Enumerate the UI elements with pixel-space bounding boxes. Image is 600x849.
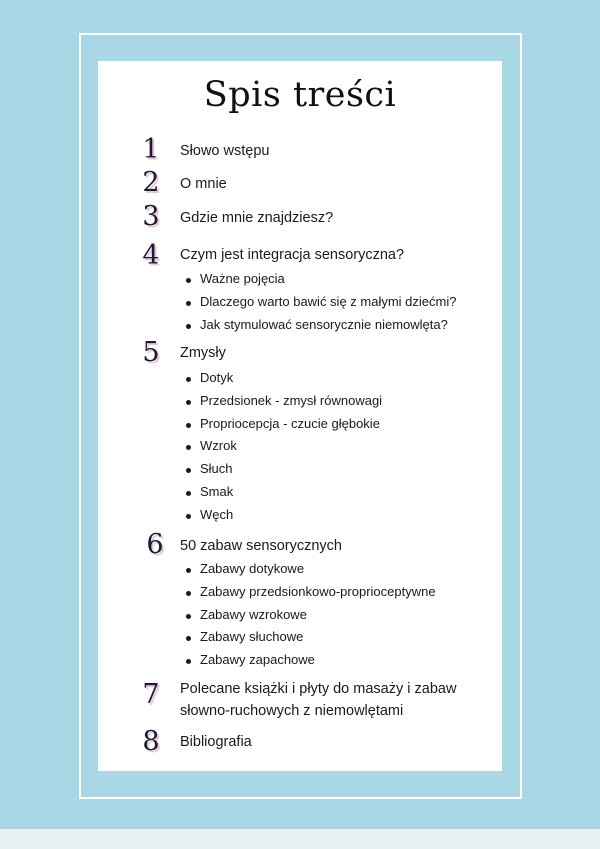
- subsection-list: [184, 367, 492, 527]
- list-item: Wzrok: [184, 435, 492, 458]
- list-item: Zabawy słuchowe: [184, 626, 492, 649]
- bullet-icon: [186, 301, 191, 306]
- bullet-icon: [186, 614, 191, 619]
- list-item: Zabawy zapachowe: [184, 649, 492, 672]
- list-item: Dlaczego warto bawić się z małymi dziećmi?: [184, 291, 492, 314]
- bullet-icon: [186, 636, 191, 641]
- bullet-icon: [186, 514, 191, 519]
- section-number: 7: [142, 679, 160, 710]
- list-item: Zabawy przedsionkowo-proprioceptywne: [184, 581, 492, 604]
- list-item: Zabawy wzrokowe: [184, 604, 492, 627]
- list-item: Przedsionek - zmysł równowagi: [184, 390, 492, 413]
- bullet-icon: [186, 324, 191, 329]
- bullet-icon: [186, 445, 191, 450]
- section-label: O mnie: [180, 176, 227, 192]
- section-number: 2: [142, 167, 160, 198]
- bottom-strip: [0, 829, 600, 849]
- list-item: Dotyk: [184, 367, 492, 390]
- bullet-icon: [186, 278, 191, 283]
- list-item: Słuch: [184, 458, 492, 481]
- section-number: 4: [142, 240, 160, 271]
- bullet-icon: [186, 491, 191, 496]
- section-label-line-2: słowno-ruchowych z niemowlętami: [180, 703, 404, 719]
- page-title: Spis treści: [203, 75, 397, 115]
- bullet-icon: [186, 423, 191, 428]
- section-label: Czym jest integracja sensoryczna?: [180, 247, 405, 263]
- list-item: Ważne pojęcia: [184, 268, 492, 291]
- section-number: 5: [142, 337, 160, 368]
- bullet-icon: [186, 468, 191, 473]
- section-number: 6: [146, 529, 164, 560]
- bullet-icon: [186, 568, 191, 573]
- section-number: 3: [142, 201, 160, 232]
- section-label-line-1: Polecane książki i płyty do masaży i zabaw: [180, 681, 457, 697]
- bullet-icon: [186, 377, 191, 382]
- section-label: 50 zabaw sensorycznych: [180, 538, 342, 554]
- list-item: Propriocepcja - czucie głębokie: [184, 413, 492, 436]
- bullet-icon: [186, 659, 191, 664]
- subsection-list: [184, 558, 492, 672]
- subsection-list: [184, 268, 492, 336]
- section-number: 1: [142, 134, 160, 165]
- section-label: Bibliografia: [180, 734, 252, 750]
- list-item: Węch: [184, 504, 492, 527]
- section-label: Słowo wstępu: [180, 143, 270, 159]
- list-item: Smak: [184, 481, 492, 504]
- section-number: 8: [142, 726, 160, 757]
- bullet-icon: [186, 400, 191, 405]
- section-label: Zmysły: [180, 345, 226, 361]
- list-item: Jak stymulować sensorycznie niemowlęta?: [184, 314, 492, 337]
- section-label: Gdzie mnie znajdziesz?: [180, 210, 334, 226]
- toc-page: [98, 61, 502, 771]
- list-item: Zabawy dotykowe: [184, 558, 492, 581]
- bullet-icon: [186, 591, 191, 596]
